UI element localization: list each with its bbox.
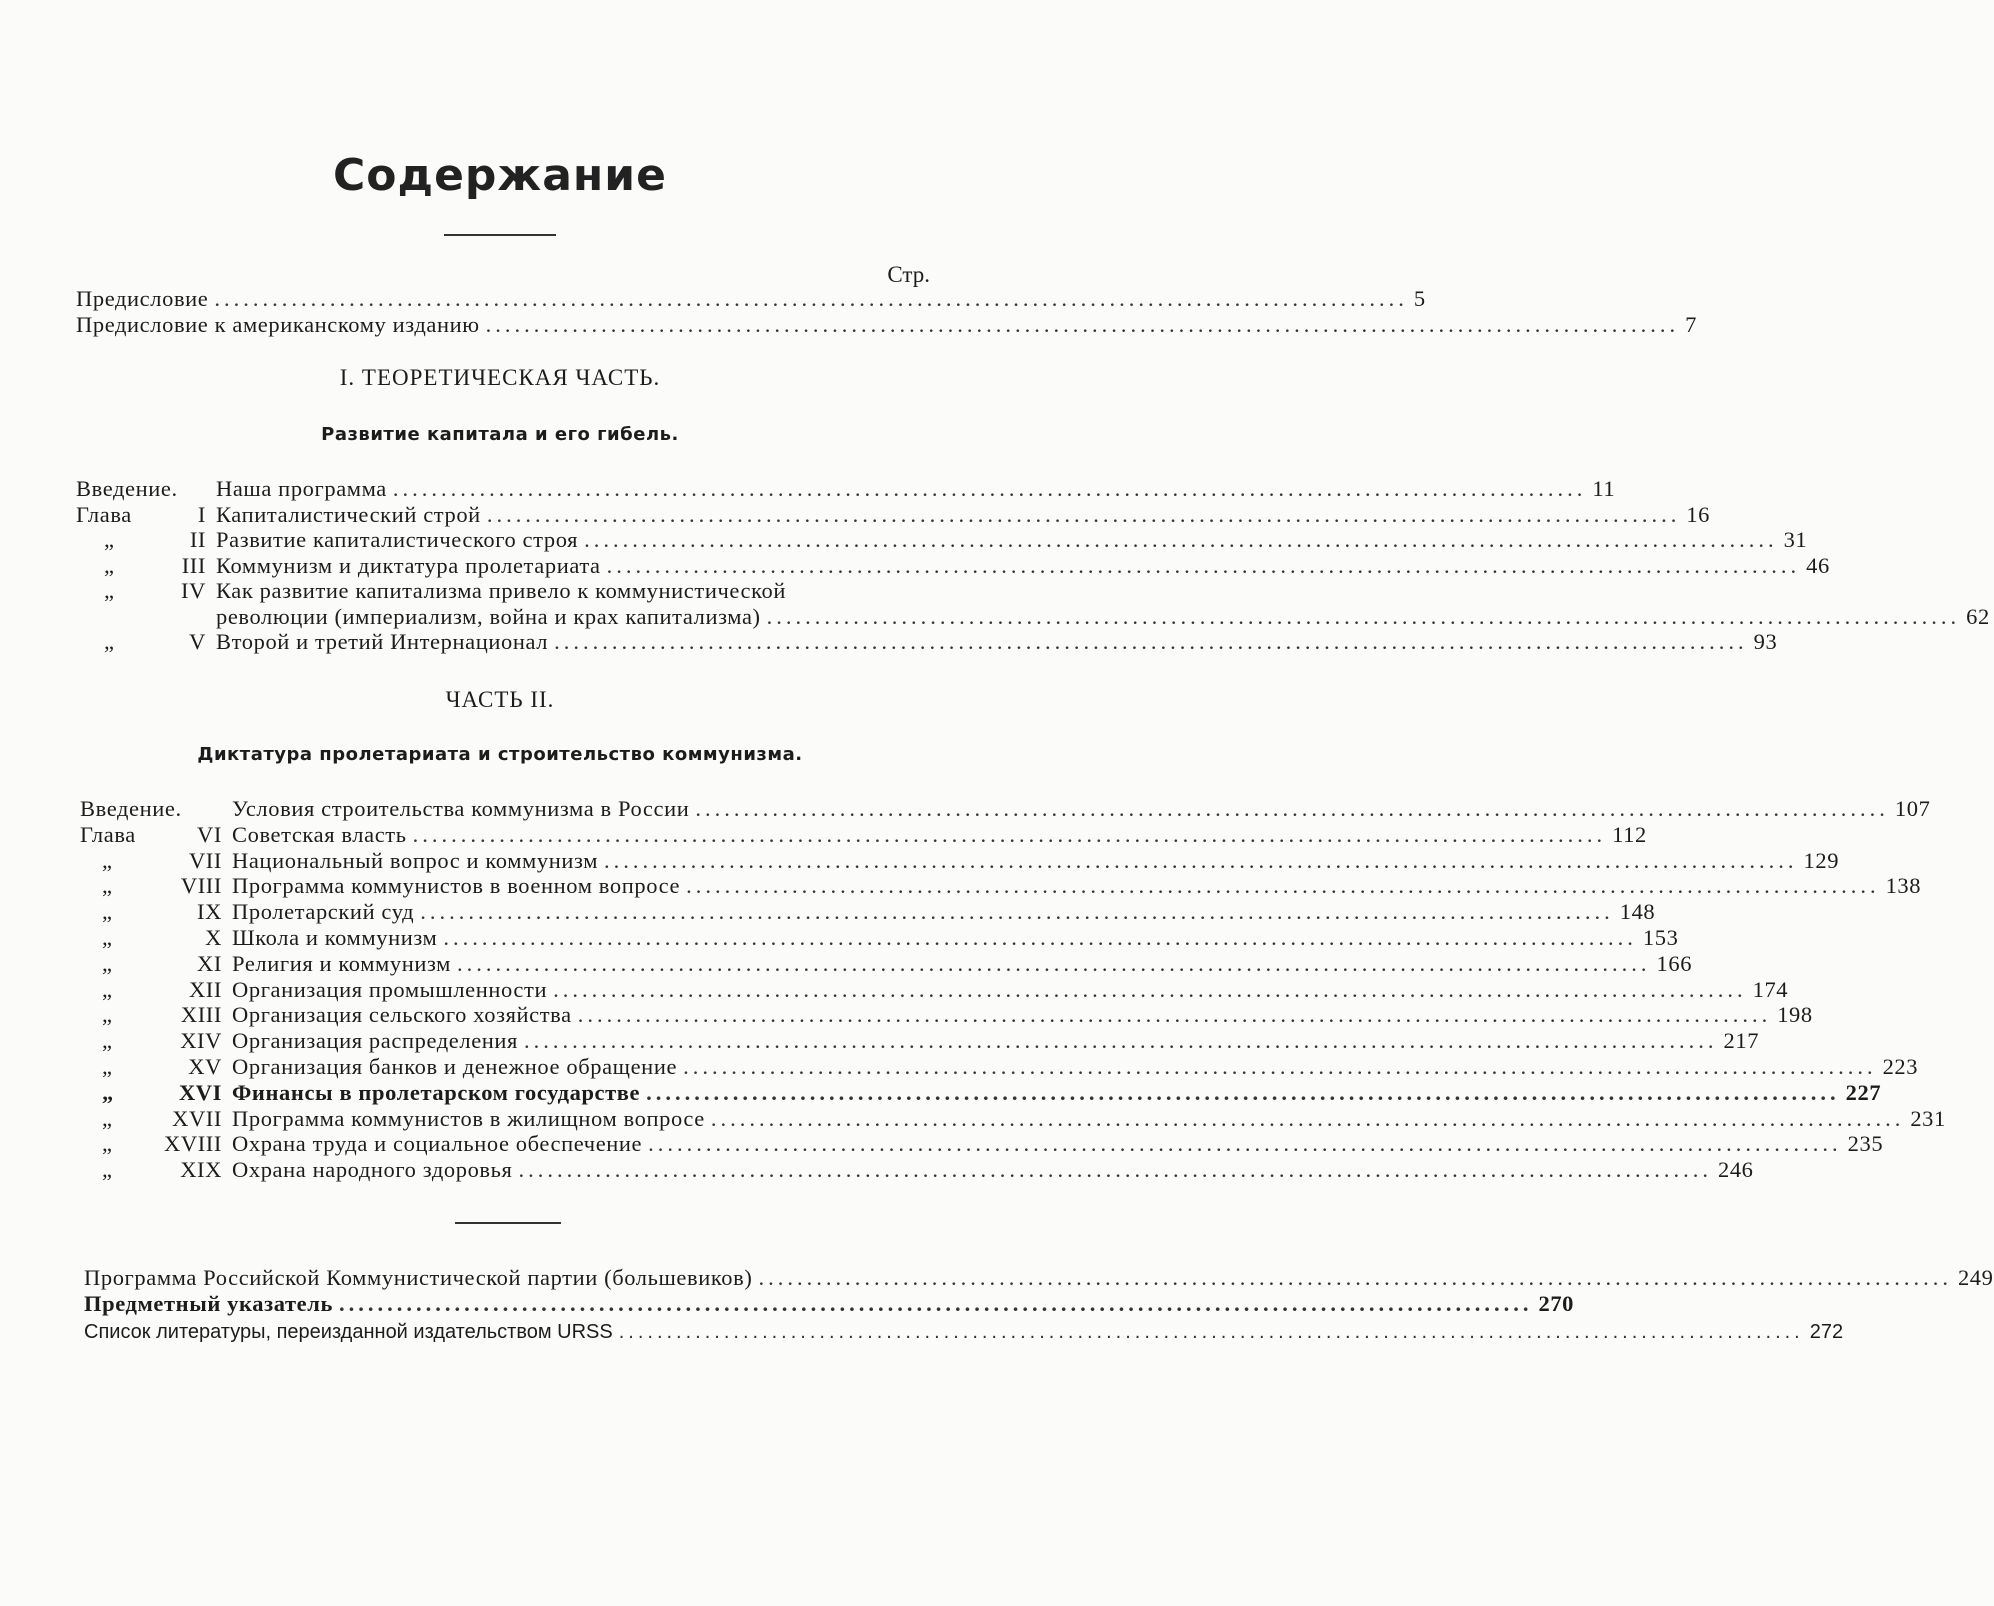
toc-entry-chapter-number: XVIII xyxy=(164,1131,222,1157)
toc-entry[interactable] xyxy=(80,821,1647,848)
leader-dots: ............................................................................................................................ xyxy=(486,501,1681,527)
toc-entry-subject-index[interactable] xyxy=(84,1291,1575,1317)
toc-entry-chapter-number: XIV xyxy=(180,1028,222,1054)
page-column-header: Стр. xyxy=(887,262,930,287)
toc-entry[interactable] xyxy=(76,552,1830,579)
leader-dots: ............................................................................................................................ xyxy=(646,1079,1840,1105)
toc-entry-label: „ xyxy=(102,1131,113,1157)
toc-entry-chapter-number: I xyxy=(197,501,206,527)
leader-dots: ............................................................................................................................ xyxy=(648,1131,1842,1157)
toc-entry-page: 31 xyxy=(1783,527,1808,552)
toc-entry-label: „ xyxy=(104,578,115,603)
toc-entry[interactable] xyxy=(80,1157,1754,1183)
toc-entry-text: Финансы в пролетарском государстве xyxy=(232,1079,641,1105)
toc-entry-chapter-number: X xyxy=(205,925,222,950)
toc-entry-text: Организация банков и денежное обращение xyxy=(232,1054,678,1079)
toc-entry-chapter-number: VII xyxy=(188,847,222,873)
toc-entry-text: Предисловие к американскому изданию xyxy=(76,312,480,337)
leader-dots: ............................................................................................................................ xyxy=(214,286,1408,311)
leader-dots: ............................................................................................................................ xyxy=(758,1265,1952,1290)
toc-entry[interactable] xyxy=(80,847,1840,874)
toc-entry-preface[interactable] xyxy=(76,286,1426,312)
toc-entry-label: Глава xyxy=(80,821,136,847)
toc-entry[interactable] xyxy=(76,578,928,604)
toc-entry-label: „ xyxy=(102,899,113,925)
toc-entry-label: „ xyxy=(102,1079,114,1105)
toc-entry-label: „ xyxy=(104,629,115,654)
toc-entry-label: „ xyxy=(104,527,115,552)
back-divider xyxy=(455,1222,561,1224)
toc-entry-page: 11 xyxy=(1592,476,1616,501)
toc-entry-label: „ xyxy=(102,847,113,873)
leader-dots: ............................................................................................................................ xyxy=(524,1028,1718,1054)
leader-dots: ............................................................................................................................ xyxy=(686,873,1880,899)
toc-entry-page: 153 xyxy=(1642,925,1679,950)
leader-dots: ............................................................................................................................ xyxy=(553,976,1747,1002)
toc-entry-text: Предисловие xyxy=(76,286,209,311)
part1-heading: I. ТЕОРЕТИЧЕСКАЯ ЧАСТЬ. xyxy=(339,365,661,390)
toc-entry-page: 231 xyxy=(1910,1105,1946,1131)
toc-entry-page: 138 xyxy=(1885,873,1922,899)
toc-entry[interactable] xyxy=(76,527,1808,553)
toc-entry[interactable] xyxy=(80,976,1789,1003)
toc-entry[interactable] xyxy=(80,796,1931,822)
leader-dots: ............................................................................................................................ xyxy=(577,1002,1772,1028)
toc-entry-text: Организация промышленности xyxy=(232,976,548,1002)
toc-entry-chapter-number: IV xyxy=(181,578,206,603)
toc-entry[interactable] xyxy=(80,950,1693,977)
toc-entry-text: Охрана народного здоровья xyxy=(232,1157,513,1183)
toc-entry-page: 107 xyxy=(1894,796,1931,821)
toc-entry-page: 62 xyxy=(1966,603,1990,629)
toc-entry-text: Религия и коммунизм xyxy=(232,950,452,976)
toc-entry[interactable] xyxy=(76,476,1616,502)
toc-entry-text: Национальный вопрос и коммунизм xyxy=(232,847,599,873)
toc-entry-text: Программа коммунистов в жилищном вопросе xyxy=(232,1105,705,1131)
toc-entry[interactable] xyxy=(76,501,1711,528)
leader-dots: ............................................................................................................................ xyxy=(766,603,1961,629)
toc-entry-text: Второй и третий Интернационал xyxy=(216,629,549,654)
toc-entry-label: „ xyxy=(102,950,113,976)
toc-entry-page: 112 xyxy=(1612,821,1647,847)
toc-entry-chapter-number: IX xyxy=(197,899,222,925)
toc-entry-page: 246 xyxy=(1717,1157,1754,1183)
toc-entry-label: „ xyxy=(102,873,113,899)
toc-entry-text: Охрана труда и социальное обеспечение xyxy=(232,1131,643,1157)
leader-dots: ............................................................................................................................ xyxy=(457,950,1651,976)
toc-entry-page: 16 xyxy=(1686,501,1711,527)
toc-entry-page: 93 xyxy=(1753,629,1778,654)
toc-entry-party-program[interactable] xyxy=(84,1265,1994,1291)
toc-entry-chapter-number: V xyxy=(189,629,206,654)
toc-entry-label: „ xyxy=(102,976,113,1002)
toc-entry-chapter-number: XV xyxy=(188,1054,222,1079)
leader-dots: ............................................................................................................................ xyxy=(412,821,1607,847)
toc-entry-continuation[interactable] xyxy=(216,603,1990,630)
toc-entry-label: „ xyxy=(102,1054,113,1079)
toc-entry-text: Коммунизм и диктатура пролетариата xyxy=(216,552,601,578)
leader-dots: ............................................................................................................................ xyxy=(584,527,1778,552)
leader-dots: ............................................................................................................................ xyxy=(683,1054,1877,1079)
toc-entry-page: 148 xyxy=(1619,899,1656,925)
toc-entry-page: 270 xyxy=(1538,1291,1575,1316)
leader-dots: ............................................................................................................................ xyxy=(443,925,1637,950)
toc-entry-text: Условия строительства коммунизма в России xyxy=(232,796,690,821)
toc-entry-label: „ xyxy=(102,925,113,950)
toc-entry-chapter-number: XVII xyxy=(172,1105,222,1131)
title-divider xyxy=(444,234,556,236)
toc-entry-page: 46 xyxy=(1806,552,1830,578)
leader-dots: ............................................................................................................................ xyxy=(618,1321,1804,1343)
toc-entry[interactable] xyxy=(80,1002,1813,1028)
toc-entry[interactable] xyxy=(80,1054,1919,1080)
toc-entry-text: Школа и коммунизм xyxy=(232,925,438,950)
toc-entry-page: 166 xyxy=(1656,950,1693,976)
toc-entry-chapter-number: XI xyxy=(197,950,222,976)
toc-entry-page: 235 xyxy=(1847,1131,1884,1157)
toc-entry[interactable] xyxy=(80,899,1656,925)
toc-entry-text: Советская власть xyxy=(232,821,407,847)
toc-entry-page: 5 xyxy=(1413,286,1426,311)
toc-entry-page: 272 xyxy=(1809,1321,1844,1343)
toc-entry-chapter-number: XVI xyxy=(178,1079,222,1105)
toc-entry-text: Список литературы, переизданной издательством URSS xyxy=(84,1321,613,1343)
toc-entry[interactable] xyxy=(80,1079,1882,1106)
leader-dots: ............................................................................................................................ xyxy=(420,899,1614,925)
toc-entry-label: Глава xyxy=(76,501,132,527)
toc-entry-page: 249 xyxy=(1957,1265,1994,1290)
toc-entry-text-continuation: революции (империализм, война и крах капитализма) xyxy=(216,603,761,629)
toc-entry-page: 223 xyxy=(1882,1054,1919,1079)
part2-heading: ЧАСТЬ II. xyxy=(445,687,555,712)
toc-entry-chapter-number: XII xyxy=(188,976,222,1002)
toc-entry-text: Организация сельского хозяйства xyxy=(232,1002,572,1028)
leader-dots: ............................................................................................................................ xyxy=(392,476,1587,501)
toc-entry-label: „ xyxy=(102,1028,113,1054)
toc-entry-label: „ xyxy=(102,1002,113,1028)
toc-entry-text: Пролетарский суд xyxy=(232,899,415,925)
part1-subheading: Развитие капитала и его гибель. xyxy=(321,424,679,445)
toc-entry[interactable] xyxy=(80,873,1922,899)
leader-dots: ............................................................................................................................ xyxy=(485,312,1680,337)
toc-entry-text: Как развитие капитализма привело к коммунистической xyxy=(216,578,786,603)
toc-entry-chapter-number: VI xyxy=(197,821,222,847)
toc-entry-page: 217 xyxy=(1723,1028,1760,1054)
toc-entry[interactable] xyxy=(76,629,1778,655)
leader-dots: ............................................................................................................................ xyxy=(554,629,1748,654)
leader-dots: ............................................................................................................................ xyxy=(606,552,1801,578)
toc-entry-chapter-number: XIX xyxy=(180,1157,222,1183)
toc-entry-page: 227 xyxy=(1845,1079,1882,1105)
toc-entry[interactable] xyxy=(80,1028,1760,1054)
toc-entry-chapter-number: XIII xyxy=(180,1002,222,1028)
leader-dots: ............................................................................................................................ xyxy=(604,847,1798,873)
part2-subheading: Диктатура пролетариата и строительство коммунизма. xyxy=(197,744,803,765)
toc-entry-label: „ xyxy=(102,1157,113,1183)
toc-entry-preface-american[interactable] xyxy=(76,312,1698,338)
toc-entry-page: 129 xyxy=(1803,847,1840,873)
page-title: Содержание xyxy=(333,150,667,201)
leader-dots: ............................................................................................................................ xyxy=(695,796,1889,821)
toc-entry-text: Наша программа xyxy=(216,476,387,501)
toc-entry[interactable] xyxy=(80,925,1679,951)
leader-dots: ............................................................................................................................ xyxy=(338,1291,1533,1316)
toc-entry-page: 7 xyxy=(1685,312,1698,337)
toc-entry-label: Введение. xyxy=(76,476,178,501)
toc-entry-label: „ xyxy=(104,552,115,578)
toc-entry-chapter-number: III xyxy=(181,552,206,578)
toc-entry-text: Развитие капиталистического строя xyxy=(216,527,579,552)
toc-entry[interactable] xyxy=(80,1105,1946,1132)
toc-entry-label: Введение. xyxy=(80,796,182,821)
toc-entry-text: Программа Российской Коммунистической партии (большевиков) xyxy=(84,1265,753,1290)
toc-entry-bibliography[interactable] xyxy=(84,1319,1844,1345)
toc-entry-text: Организация распределения xyxy=(232,1028,519,1054)
toc-entry-text: Предметный указатель xyxy=(84,1291,333,1316)
leader-dots: ............................................................................................................................ xyxy=(518,1157,1712,1183)
leader-dots: ............................................................................................................................ xyxy=(710,1105,1905,1131)
toc-entry[interactable] xyxy=(80,1131,1884,1157)
toc-entry-text: Капиталистический строй xyxy=(216,501,481,527)
toc-entry-label: „ xyxy=(102,1105,113,1131)
toc-entry-chapter-number: II xyxy=(189,527,206,552)
toc-entry-chapter-number: VIII xyxy=(180,873,222,899)
toc-entry-text: Программа коммунистов в военном вопросе xyxy=(232,873,681,899)
toc-entry-page: 198 xyxy=(1777,1002,1813,1028)
toc-entry-page: 174 xyxy=(1752,976,1789,1002)
